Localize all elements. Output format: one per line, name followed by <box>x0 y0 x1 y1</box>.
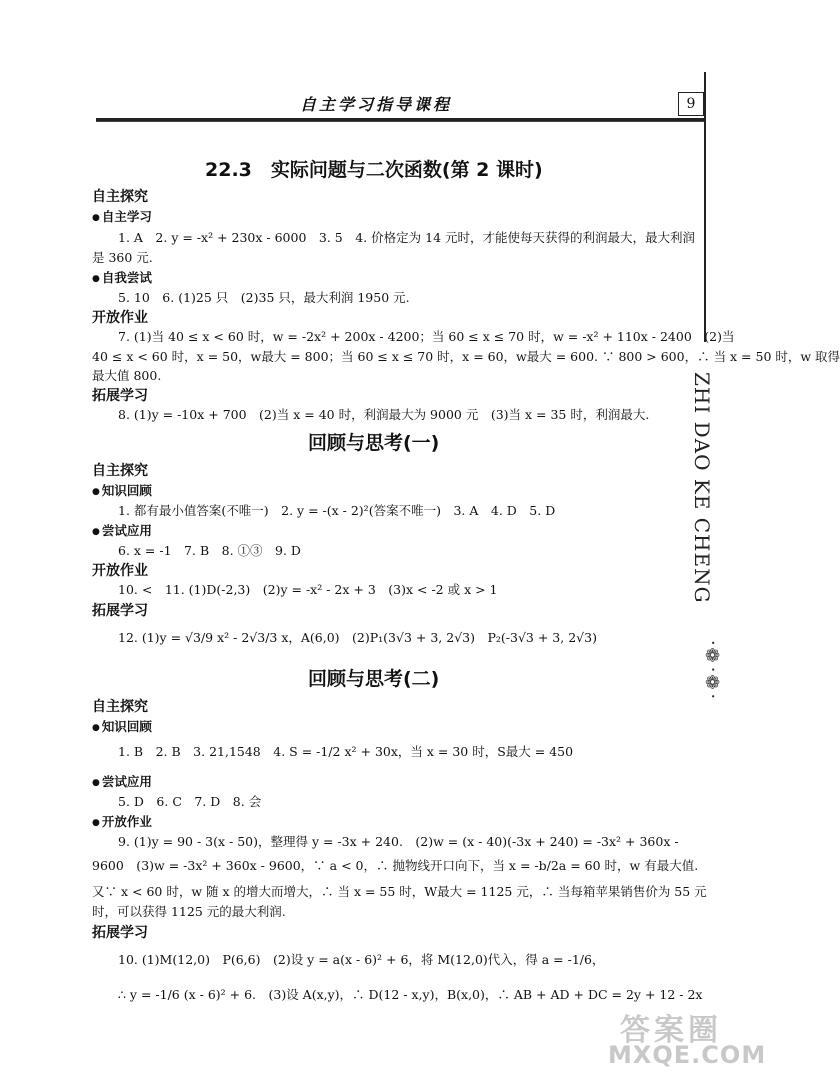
heading-explore: 自主探究 <box>92 189 148 205</box>
answer-line: 5. 10 6. (1)25 只 (2)35 只，最大利润 1950 元. <box>118 290 410 305</box>
answer-line: 是 360 元. <box>92 250 153 265</box>
answer-line: 12. (1)y = √3/9 x² - 2√3/3 x，A(6,0) (2)P₁(3√3 + 3, 2√3) P₂(-3√3 + 3, 2√3) <box>118 630 597 645</box>
heading-explore: 自主探究 <box>92 463 148 479</box>
subheading: ● 知识回顾 <box>92 717 152 735</box>
answer-line: 10. (1)M(12,0) P(6,6) (2)设 y = a(x - 6)² + 6，将 M(12,0)代入，得 a = -1/6， <box>118 952 605 967</box>
running-header-title: 自主学习指导课程 <box>300 95 453 114</box>
heading-open-homework: 开放作业 <box>92 563 148 579</box>
heading-extension: 拓展学习 <box>92 603 148 619</box>
heading-explore: 自主探究 <box>92 699 148 715</box>
answer-line: 40 ≤ x < 60 时，x = 50，w最大 = 800；当 60 ≤ x ≤ 70 时，x = 60，w最大 = 600. ∵ 800 > 600，∴ 当 x = 50 时，w 取得 <box>92 349 840 364</box>
right-margin-rule <box>704 72 706 342</box>
side-vertical-text: ZHI DAO KE CHENG <box>690 372 714 604</box>
subheading: ● 开放作业 <box>92 812 152 830</box>
answer-line: 1. 都有最小值答案(不唯一) 2. y = -(x - 2)²(答案不唯一) 3. A 4. D 5. D <box>118 503 556 518</box>
watermark-url: MXQE.COM <box>608 1041 767 1069</box>
answer-line: 9. (1)y = 90 - 3(x - 50)，整理得 y = -3x + 240. (2)w = (x - 40)(-3x + 240) = -3x² + 360x - <box>118 834 679 849</box>
heading-open-homework: 开放作业 <box>92 310 148 326</box>
section-title-review-2: 回顾与思考(二) <box>308 668 440 690</box>
answer-line: 7. (1)当 40 ≤ x < 60 时，w = -2x² + 200x - 4200；当 60 ≤ x ≤ 70 时，w = -x² + 110x - 2400 (2)当 <box>118 329 735 344</box>
answer-line: 10. < 11. (1)D(-2,3) (2)y = -x² - 2x + 3 (3)x < -2 或 x > 1 <box>118 582 498 597</box>
subheading: ● 尝试应用 <box>92 521 152 539</box>
subheading: ● 自主学习 <box>92 207 152 225</box>
answer-line: 9600 (3)w = -3x² + 360x - 9600，∵ a < 0，∴ 抛物线开口向下，当 x = -b/2a = 60 时，w 有最大值. <box>92 858 699 873</box>
page-number: 9 <box>678 92 704 116</box>
side-seal-ornament: ·❁·❁· <box>702 640 723 700</box>
watermark-text: 答案圈 <box>620 1013 722 1048</box>
answer-line: 又∵ x < 60 时，w 随 x 的增大而增大，∴ 当 x = 55 时，W最大 = 1125 元，∴ 当每箱苹果销售价为 55 元 <box>92 884 707 899</box>
subheading: ● 知识回顾 <box>92 481 152 499</box>
subheading: ● 尝试应用 <box>92 772 152 790</box>
answer-line: 时，可以获得 1125 元的最大利润. <box>92 904 286 919</box>
section-title-22-3: 22.3 实际问题与二次函数(第 2 课时) <box>205 159 543 181</box>
answer-line: 6. x = -1 7. B 8. ①③ 9. D <box>118 543 301 558</box>
header-rule <box>96 118 704 122</box>
heading-extension: 拓展学习 <box>92 388 148 404</box>
section-title-review-1: 回顾与思考(一) <box>308 432 440 454</box>
answer-line: ∴ y = -1/6 (x - 6)² + 6. (3)设 A(x,y)，∴ D(12 - x,y)，B(x,0)，∴ AB + AD + DC = 2y + 12 - 2x <box>118 987 703 1002</box>
answer-line: 最大值 800. <box>92 368 162 383</box>
answer-line: 1. A 2. y = -x² + 230x - 6000 3. 5 4. 价格定为 14 元时，才能使每天获得的利润最大，最大利润 <box>118 230 696 245</box>
subheading: ● 自我尝试 <box>92 268 152 286</box>
answer-line: 5. D 6. C 7. D 8. 会 <box>118 794 262 809</box>
heading-extension: 拓展学习 <box>92 925 148 941</box>
answer-line: 8. (1)y = -10x + 700 (2)当 x = 40 时，利润最大为 9000 元 (3)当 x = 35 时，利润最大. <box>118 407 650 422</box>
site-watermark <box>600 1005 767 1075</box>
answer-line: 1. B 2. B 3. 21,1548 4. S = -1/2 x² + 30x，当 x = 30 时，S最大 = 450 <box>118 744 574 759</box>
